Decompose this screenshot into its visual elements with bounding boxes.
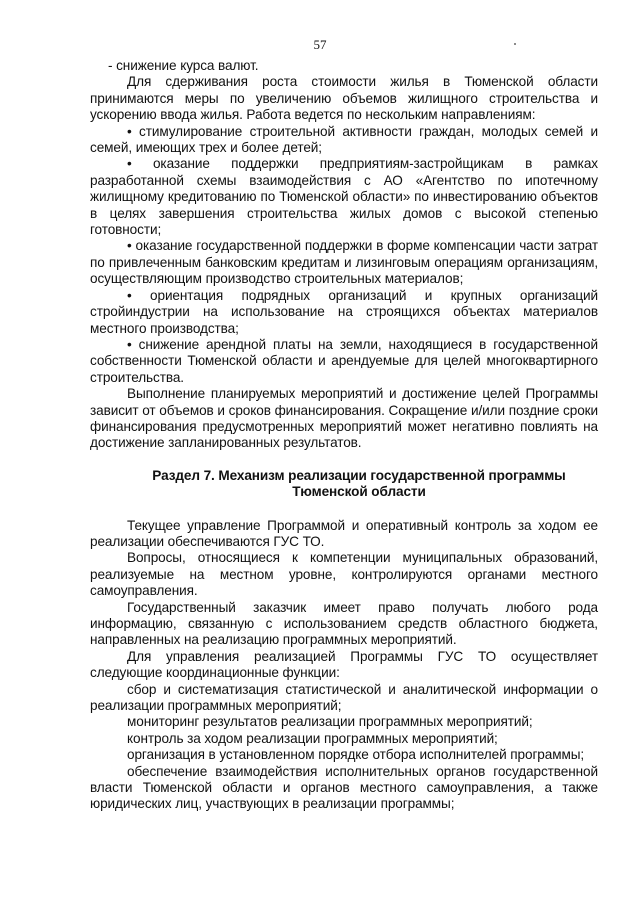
paragraph: Государственный заказчик имеет право получать любого рода информацию, связанную с использованием средств областного бюджета, направленных на реализацию программных мероприятий.	[90, 599, 598, 648]
paragraph: Вопросы, относящиеся к компетенции муниципальных образований, реализуемые на местном уровне, контролируются органами местного самоуправления.	[90, 550, 598, 599]
page-number: 57	[313, 37, 327, 52]
list-paragraph: обеспечение взаимодействия исполнительных органов государственной власти Тюменской области и органов местного самоуправления, а также юридических лиц, участвующих в реализации программы;	[90, 763, 598, 812]
list-paragraph: контроль за ходом реализации программных мероприятий;	[127, 730, 498, 746]
scan-speck	[514, 43, 516, 45]
section-heading-line: Тюменской области	[292, 484, 426, 500]
section-heading-line: Раздел 7. Механизм реализации государственной программы	[152, 467, 566, 483]
bullet-paragraph: • стимулирование строительной активности граждан, молодых семей и семей, имеющих трех и более детей;	[90, 123, 598, 156]
bullet-paragraph: • снижение арендной платы на земли, находящиеся в государственной собственности Тюменской области и арендуемые для целей многоквартирного строительства.	[90, 336, 598, 385]
list-paragraph: мониторинг результатов реализации программных мероприятий;	[127, 714, 533, 730]
bullet-paragraph: • оказание поддержки предприятиям-застройщикам в рамках разработанной схемы взаимодействия с АО «Агентство по ипотечному жилищному кредитованию по Тюменской области» по инвестированию объектов в целях завершения строительства жилых домов с высокой степенью готовности;	[90, 156, 598, 238]
paragraph: Для управления реализацией Программы ГУС ТО осуществляет следующие координационные функции:	[90, 648, 598, 681]
document-body	[90, 58, 598, 813]
section-heading	[90, 468, 598, 501]
bullet-paragraph: • ориентация подрядных организаций и крупных организаций стройиндустрии на использование на строящихся объектах материалов местного производства;	[90, 287, 598, 336]
paragraph: Для сдерживания роста стоимости жилья в Тюменской области принимаются меры по увеличению объемов жилищного строительства и ускорению ввода жилья. Работа ведется по нескольким направлениям:	[90, 74, 598, 123]
list-paragraph: сбор и систематизация статистической и аналитической информации о реализации программных мероприятий;	[90, 681, 598, 714]
bullet-paragraph: • оказание государственной поддержки в форме компенсации части затрат по привлеченным банковским кредитам и лизинговым операциям организациям, осуществляющим производство строительных материалов;	[90, 238, 598, 287]
paragraph: Выполнение планируемых мероприятий и достижение целей Программы зависит от объемов и сроков финансирования. Сокращение и/или поздние сроки финансирования предусмотренных мероприятий может негативно повлиять на достижение запланированных результатов.	[90, 386, 598, 451]
list-paragraph: организация в установленном порядке отбора исполнителей программы;	[127, 747, 585, 763]
paragraph: - снижение курса валют.	[108, 58, 259, 73]
paragraph: Текущее управление Программой и оперативный контроль за ходом ее реализации обеспечиваются ГУС ТО.	[90, 517, 598, 549]
